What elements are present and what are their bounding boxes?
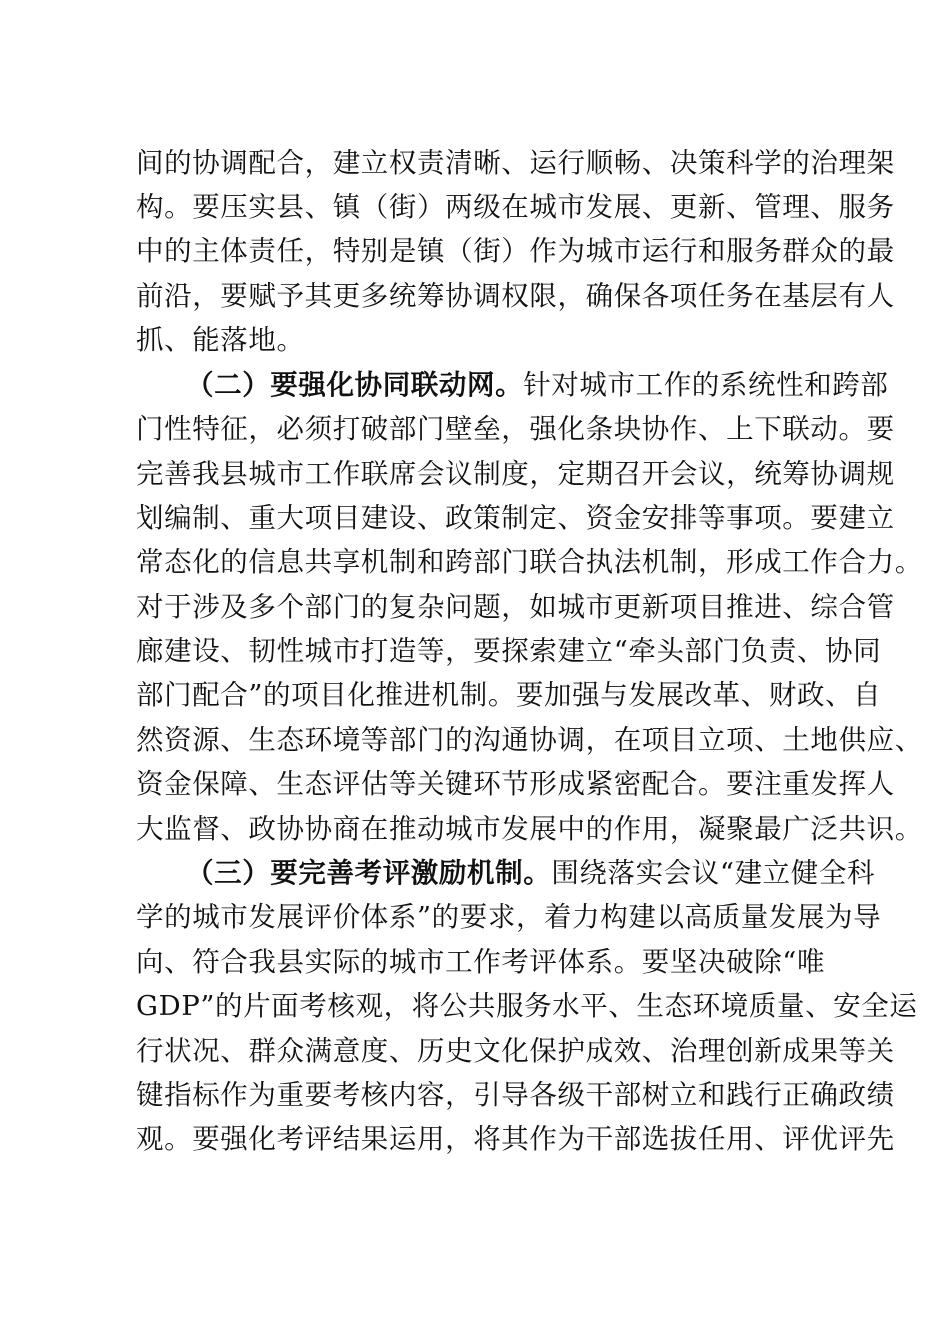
paragraph-line: 构。要压实县、镇（街）两级在城市发展、更新、管理、服务 [136, 191, 895, 223]
paragraph-line: 资金保障、生态评估等关键环节形成紧密配合。要注重发挥人 [136, 768, 895, 800]
paragraph-line: 观。要强化考评结果运用，将其作为干部选拔任用、评优评先 [136, 1123, 895, 1155]
paragraph-line: 常态化的信息共享机制和跨部门联合执法机制，形成工作合力。 [136, 546, 923, 578]
paragraph-line: 间的协调配合，建立权责清晰、运行顺畅、决策科学的治理架 [136, 147, 895, 179]
paragraph-line: 然资源、生态环境等部门的沟通协调，在项目立项、土地供应、 [136, 724, 923, 756]
paragraph-line: 部门配合”的项目化推进机制。要加强与发展改革、财政、自 [136, 679, 882, 711]
section-3-lead-text: 围绕落实会议“建立健全科 [551, 857, 876, 889]
paragraph-line: 向、符合我县实际的城市工作考评体系。要坚决破除“唯 [136, 946, 826, 978]
paragraph-line: 行状况、群众满意度、历史文化保护成效、治理创新成果等关 [136, 1035, 895, 1067]
paragraph-line: 中的主体责任，特别是镇（街）作为城市运行和服务群众的最 [136, 235, 895, 267]
paragraph-line: 前沿，要赋予其更多统筹协调权限，确保各项任务在基层有人 [136, 280, 895, 312]
paragraph-line: 抓、能落地。 [136, 324, 305, 356]
paragraph-line: 对于涉及多个部门的复杂问题，如城市更新项目推进、综合管 [136, 591, 895, 623]
paragraph-line: 划编制、重大项目建设、政策制定、资金安排等事项。要建立 [136, 502, 895, 534]
section-3-first-line [186, 857, 876, 889]
paragraph-line: GDP”的片面考核观，将公共服务水平、生态环境质量、安全运 [136, 990, 918, 1022]
section-2-heading: （二）要强化协同联动网。 [186, 369, 524, 401]
section-2-lead-text: 针对城市工作的系统性和跨部 [523, 369, 889, 401]
section-3-heading: （三）要完善考评激励机制。 [186, 857, 552, 889]
paragraph-line: 学的城市发展评价体系”的要求，着力构建以高质量发展为导 [136, 901, 882, 933]
section-2-first-line [186, 369, 889, 401]
paragraph-line: 键指标作为重要考核内容，引导各级干部树立和践行正确政绩 [136, 1079, 895, 1111]
paragraph-line: 大监督、政协协商在推动城市发展中的作用，凝聚最广泛共识。 [136, 813, 923, 845]
paragraph-line: 门性特征，必须打破部门壁垒，强化条块协作、上下联动。要 [136, 413, 895, 445]
paragraph-line: 完善我县城市工作联席会议制度，定期召开会议，统筹协调规 [136, 458, 895, 490]
paragraph-line: 廊建设、韧性城市打造等，要探索建立“牵头部门负责、协同 [136, 635, 882, 667]
